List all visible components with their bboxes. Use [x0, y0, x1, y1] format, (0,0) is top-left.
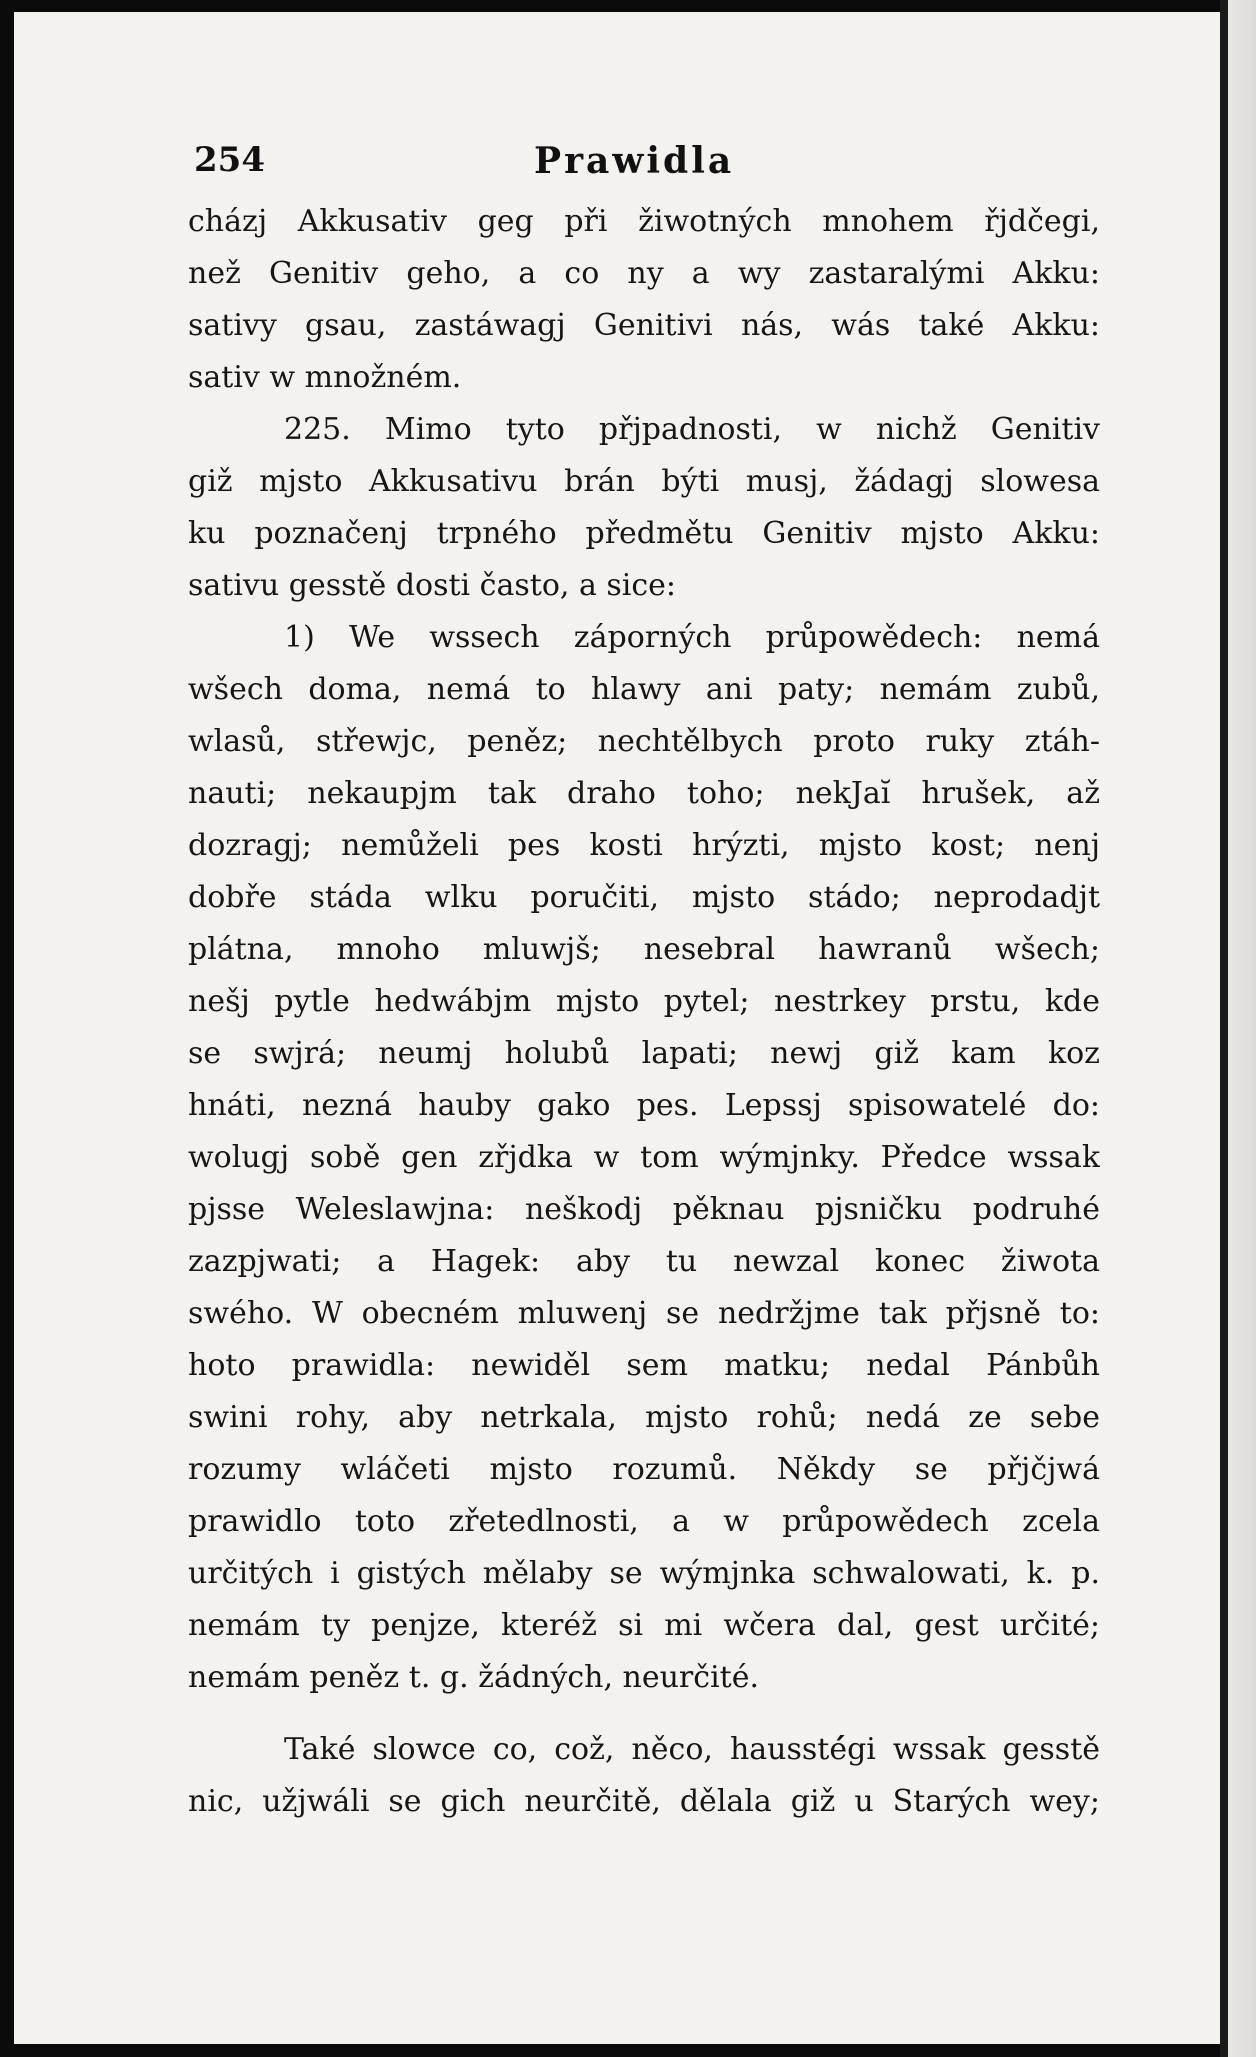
text-line: dozragj; nemůželi pes kosti hrýzti, mjsto kost; nenj [188, 828, 1100, 863]
text-line: sativu gesstě dosti často, a sice: [188, 568, 677, 603]
text-line: zazpjwati; a Hagek: aby tu newzal konec žiwota [188, 1244, 1100, 1279]
text-line: giž mjsto Akkusativu brán býti musj, žádagj slowesa [188, 464, 1100, 499]
text-line: nemám ty penjze, kteréž si mi wčera dal, gest určité; [188, 1608, 1100, 1643]
text-line: nešj pytle hedwábjm mjsto pytel; nestrkey prstu, kde [188, 984, 1100, 1019]
text-line: wšech doma, nemá to hlawy ani paty; nemám zubů, [188, 672, 1100, 707]
text-line: wolugj sobě gen zřjdka w tom wýmjnky. Předce wssak [188, 1140, 1100, 1175]
text-line: nic, užjwáli se gich neurčitě, dělala giž u Starých wey; [188, 1784, 1100, 1819]
text-line: plátna, mnoho mluwjš; nesebral hawranů wšech; [188, 932, 1100, 967]
text-line: pjsse Weleslawjna: neškodj pěknau pjsničku podruhé [188, 1192, 1100, 1227]
text-line: se swjrá; neumj holubů lapati; newj giž kam koz [188, 1036, 1100, 1071]
running-title: Prawidla [534, 140, 735, 182]
paragraph-225-start: 225. Mimo tyto přjpadnosti, w nichž Genitiv [284, 412, 1100, 447]
text-line: určitých i gistých mělaby se wýmjnka schwalowati, k. p. [188, 1556, 1100, 1591]
page-number: 254 [194, 140, 265, 180]
paragraph-start: Také slowce co, což, něco, haussté́gi wssak gesstě [284, 1732, 1100, 1767]
body-text [188, 196, 1100, 1828]
text-line: nemám peněz t. g. žádných, neurčité. [188, 1660, 760, 1695]
list-item-1-start: 1) We wssech záporných průpowědech: nemá [284, 620, 1100, 655]
text-line: hnáti, nezná hauby gako pes. Lepssj spisowatelé do: [188, 1088, 1100, 1123]
text-line: swini rohy, aby netrkala, mjsto rohů; nedá ze sebe [188, 1400, 1100, 1435]
text-line: rozumy wláčeti mjsto rozumů. Někdy se přjčjwá [188, 1452, 1100, 1487]
text-line: sativ w množném. [188, 360, 462, 395]
text-line: wlasů, střewjc, peněz; nechtělbych proto ruky ztáh- [188, 724, 1100, 759]
text-line: hoto prawidla: newiděl sem matku; nedal Pánbůh [188, 1348, 1100, 1383]
text-line: dobře stáda wlku poručiti, mjsto stádo; neprodadjt [188, 880, 1100, 915]
paragraph-gap [188, 1704, 1100, 1724]
adjacent-page-edge [1220, 0, 1256, 2057]
text-line: swého. W obecném mluwenj se nedržjme tak přjsně to: [188, 1296, 1100, 1331]
text-line: prawidlo toto zřetedlnosti, a w průpowědech zcela [188, 1504, 1100, 1539]
text-line: nauti; nekaupjm tak draho toho; nekJaĭ hrušek, až [188, 776, 1100, 811]
text-line: než Genitiv geho, a co ny a wy zastaralými Akku: [188, 256, 1100, 291]
text-line: ku poznačenj trpného předmětu Genitiv mjsto Akku: [188, 516, 1100, 551]
text-line: cházj Akkusativ geg při žiwotných mnohem řjdčegi, [188, 204, 1100, 239]
text-line: sativy gsau, zastáwagj Genitivi nás, wás také Akku: [188, 308, 1100, 343]
